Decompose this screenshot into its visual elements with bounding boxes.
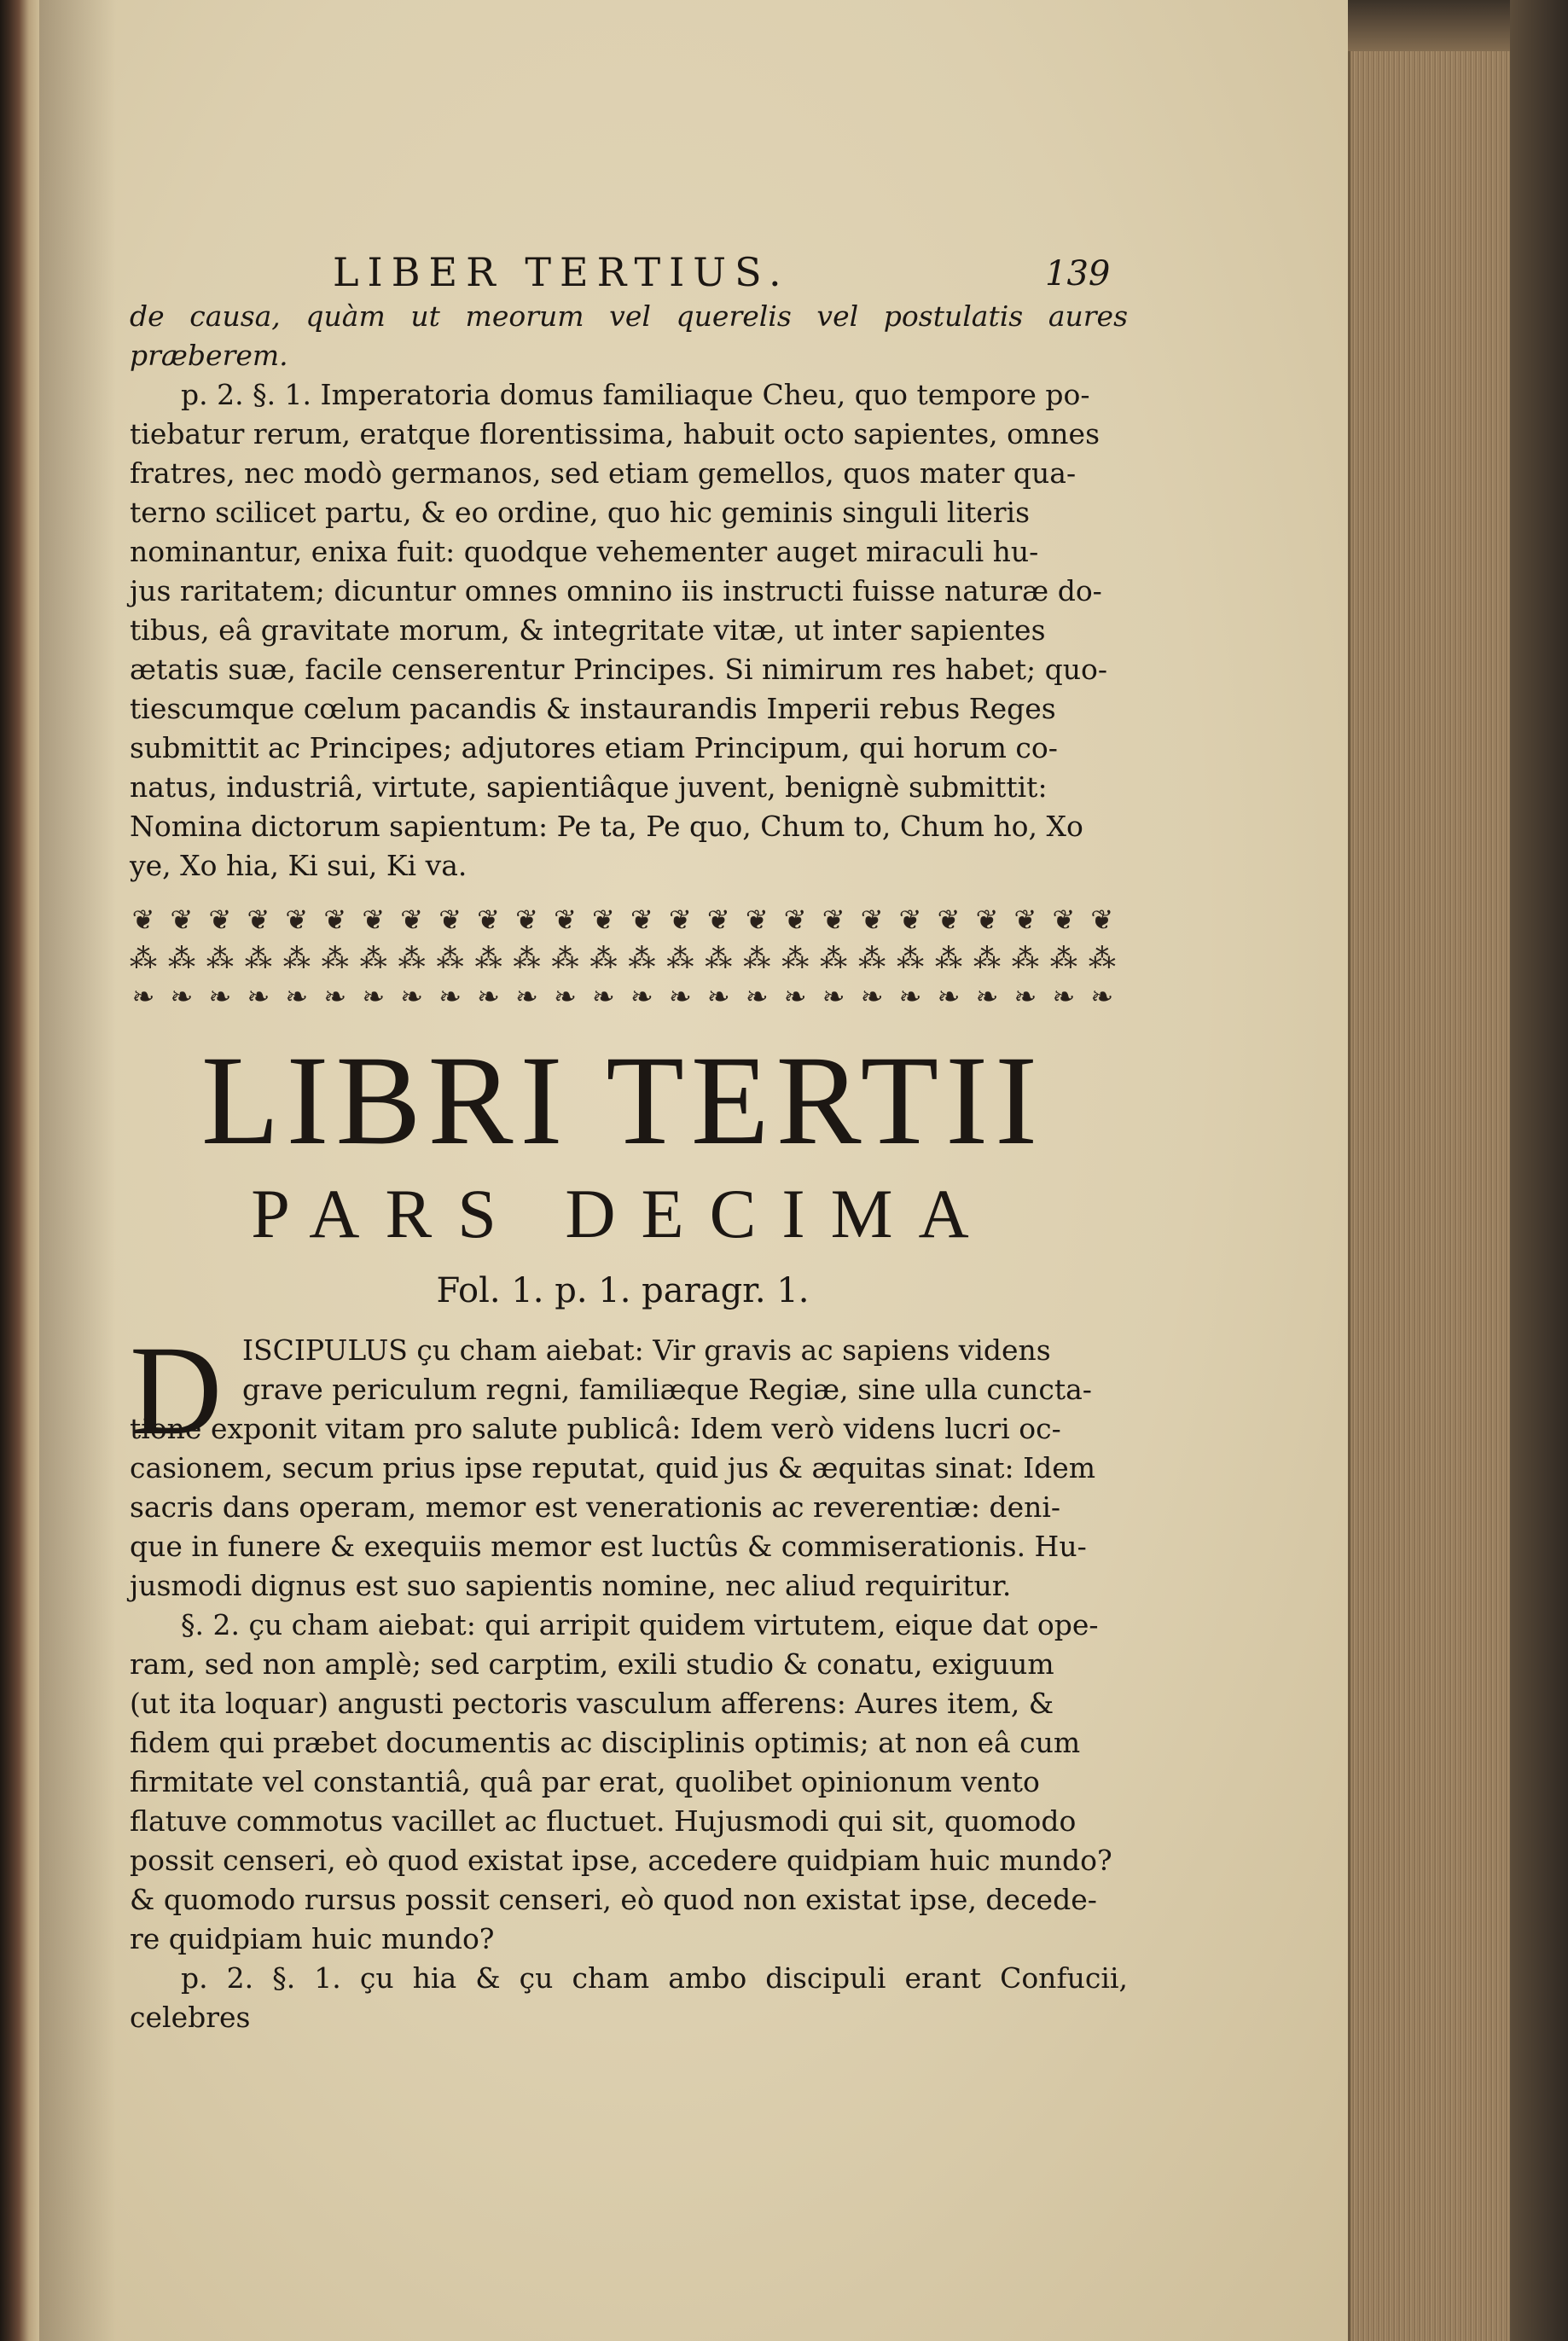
fleuron-icon: ❧: [937, 979, 961, 1013]
fleuron-icon: ❧: [247, 979, 270, 1013]
fleuron-icon: ❦: [515, 903, 538, 936]
text-line: fratres, nec modò germanos, sed etiam gemellos, quos mater qua-: [130, 456, 1077, 490]
section-title-sub: PARS DECIMA: [251, 1175, 995, 1252]
fleuron-icon: ❧: [438, 979, 462, 1013]
book-cover-board: [1510, 0, 1568, 2341]
fleuron-icon: ❦: [822, 903, 845, 936]
fleuron-icon: ❧: [706, 979, 730, 1013]
fleuron-icon: ❧: [323, 979, 347, 1013]
fleuron-icon: ❧: [477, 979, 500, 1013]
fleuron-icon: ⁂: [743, 941, 771, 974]
fleuron-icon: ❦: [131, 903, 155, 936]
fleuron-icon: ❦: [706, 903, 730, 936]
fleuron-icon: ❦: [477, 903, 500, 936]
fleuron-icon: ❧: [860, 979, 884, 1013]
fleuron-icon: ❧: [745, 979, 769, 1013]
fleuron-ornament-band: [128, 900, 1118, 1015]
fleuron-icon: ❧: [630, 979, 653, 1013]
text-block-upper: [130, 297, 1128, 886]
text-line: firmitate vel constantiâ, quâ par erat, quolibet opinionum vento: [130, 1765, 1040, 1798]
folio-reference: Fol. 1. p. 1. paragr. 1.: [436, 1271, 810, 1310]
text-line: submittit ac Principes; adjutores etiam Principum, qui horum co-: [130, 731, 1058, 764]
fleuron-icon: ❧: [170, 979, 194, 1013]
fleuron-icon: ⁂: [244, 941, 272, 974]
fleuron-icon: ❧: [131, 979, 155, 1013]
fleuron-icon: ❦: [668, 903, 692, 936]
text-line: re quidpiam huic mundo?: [130, 1922, 495, 1955]
fleuron-icon: ⁂: [858, 941, 886, 974]
fleuron-icon: ⁂: [1088, 941, 1116, 974]
fleuron-icon: ⁂: [1049, 941, 1077, 974]
text-line: grave periculum regni, familiæque Regiæ, sine ulla cuncta-: [242, 1373, 1092, 1406]
fleuron-icon: ⁂: [282, 941, 311, 974]
fleuron-icon: ⁂: [551, 941, 579, 974]
text-line: casionem, secum prius ipse reputat, quid jus & æquitas sinat: Idem: [130, 1451, 1096, 1484]
fleuron-icon: ❦: [323, 903, 347, 936]
fleuron-icon: ⁂: [820, 941, 848, 974]
left-page-edge: [0, 0, 39, 2341]
fleuron-icon: ❦: [1052, 903, 1076, 936]
fleuron-icon: ⁂: [167, 941, 195, 974]
text-line: jusmodi dignus est suo sapientis nomine, nec aliud requiritur.: [130, 1569, 1012, 1602]
text-line: nominantur, enixa fuit: quodque vehementer auget miraculi hu-: [130, 535, 1039, 568]
fleuron-icon: ❦: [937, 903, 961, 936]
text-line: tiebatur rerum, eratque florentissima, habuit octo sapientes, omnes: [130, 417, 1101, 450]
fleuron-icon: ❦: [362, 903, 386, 936]
fleuron-icon: ❧: [1013, 979, 1037, 1013]
fleuron-icon: ❦: [630, 903, 653, 936]
fleuron-icon: ❦: [860, 903, 884, 936]
fleuron-icon: ❦: [783, 903, 807, 936]
page-number: 139: [1045, 254, 1111, 293]
page-stack-edge: [1348, 51, 1521, 2341]
fleuron-icon: ❧: [400, 979, 424, 1013]
ornament-row: [128, 977, 1118, 1015]
text-line: fidem qui præbet documentis ac disciplinis optimis; at non eâ cum: [130, 1726, 1081, 1759]
fleuron-icon: ⁂: [359, 941, 387, 974]
running-title: LIBER TERTIUS.: [333, 249, 790, 295]
fleuron-icon: ❧: [898, 979, 922, 1013]
text-line: ætatis suæ, facile censerentur Principes. Si nimirum res habet; quo-: [130, 653, 1108, 686]
fleuron-icon: ❧: [1052, 979, 1076, 1013]
text-line: flatuve commotus vacillet ac fluctuet. Hujusmodi qui sit, quomodo: [130, 1804, 1077, 1838]
fleuron-icon: ❦: [592, 903, 615, 936]
fleuron-icon: ❧: [554, 979, 577, 1013]
fleuron-icon: ❧: [1090, 979, 1114, 1013]
fleuron-icon: ❧: [362, 979, 386, 1013]
text-line: ram, sed non amplè; sed carptim, exili studio & conatu, exiguum: [130, 1647, 1054, 1681]
text-line: terno scilicet partu, & eo ordine, quo hic geminis singuli literis: [130, 496, 1031, 529]
text-line: p. 2. §. 1. çu hia & çu cham ambo discipuli erant Confucii, celebres: [130, 1961, 1128, 2034]
fleuron-icon: ⁂: [705, 941, 733, 974]
fleuron-icon: ⁂: [666, 941, 694, 974]
fleuron-icon: ⁂: [628, 941, 656, 974]
fleuron-icon: ❦: [554, 903, 577, 936]
text-line: tione exponit vitam pro salute publicâ: Idem verò videns lucri oc-: [130, 1412, 1061, 1445]
text-line: jus raritatem; dicuntur omnes omnino iis instructi fuisse naturæ do-: [130, 574, 1102, 607]
text-line: que in funere & exequiis memor est luctûs & commiserationis. Hu-: [130, 1530, 1087, 1563]
ornament-row: [128, 938, 1118, 977]
text-line: tibus, eâ gravitate morum, & integritate vitæ, ut inter sapientes: [130, 613, 1046, 647]
fleuron-icon: ❦: [745, 903, 769, 936]
fleuron-icon: ❦: [1013, 903, 1037, 936]
gutter-shadow: [39, 0, 116, 2341]
fleuron-icon: ❧: [592, 979, 615, 1013]
text-line: (ut ita loquar) angusti pectoris vasculum afferens: Aures item, &: [130, 1687, 1054, 1720]
fleuron-icon: ❦: [208, 903, 232, 936]
fleuron-icon: ❦: [438, 903, 462, 936]
section-title-main: LIBRI TERTII: [200, 1030, 1045, 1171]
fleuron-icon: ❧: [668, 979, 692, 1013]
text-line: Nomina dictorum sapientum: Pe ta, Pe quo, Chum to, Chum ho, Xo: [130, 810, 1083, 843]
fleuron-icon: ❦: [975, 903, 999, 936]
text-line: natus, industriâ, virtute, sapientiâque juvent, benignè submittit:: [130, 770, 1048, 804]
drop-cap: D: [130, 1320, 223, 1461]
fleuron-icon: ⁂: [897, 941, 925, 974]
fleuron-icon: ⁂: [436, 941, 464, 974]
fleuron-icon: ❦: [1090, 903, 1114, 936]
ornament-row: [128, 900, 1118, 938]
fleuron-icon: ❧: [975, 979, 999, 1013]
fleuron-icon: ❦: [170, 903, 194, 936]
fleuron-icon: ⁂: [935, 941, 963, 974]
text-line: sacris dans operam, memor est venerationis ac reverentiæ: deni-: [130, 1490, 1061, 1524]
fleuron-icon: ❦: [898, 903, 922, 936]
text-line: ISCIPULUS çu cham aiebat: Vir gravis ac sapiens videns: [242, 1333, 1051, 1367]
fleuron-icon: ⁂: [130, 941, 157, 974]
fleuron-icon: ❧: [208, 979, 232, 1013]
fleuron-icon: ⁂: [206, 941, 234, 974]
fleuron-icon: ⁂: [1011, 941, 1039, 974]
text-line: de causa, quàm ut meorum vel querelis vel postulatis aures præberem.: [130, 299, 1128, 372]
fleuron-icon: ❦: [247, 903, 270, 936]
fleuron-icon: ❦: [400, 903, 424, 936]
fleuron-icon: ⁂: [474, 941, 502, 974]
fleuron-icon: ❦: [285, 903, 309, 936]
text-line: ye, Xo hia, Ki sui, Ki va.: [130, 849, 467, 882]
text-line: §. 2. çu cham aiebat: qui arripit quidem virtutem, eique dat ope-: [181, 1608, 1099, 1641]
fleuron-icon: ⁂: [321, 941, 349, 974]
fleuron-icon: ⁂: [589, 941, 618, 974]
text-block-lower: [130, 1320, 1128, 2037]
text-line: possit censeri, eò quod existat ipse, accedere quidpiam huic mundo?: [130, 1844, 1112, 1877]
fleuron-icon: ⁂: [398, 941, 426, 974]
fleuron-icon: ❧: [285, 979, 309, 1013]
text-line: & quomodo rursus possit censeri, eò quod non existat ipse, decede-: [130, 1883, 1097, 1916]
text-line: tiescumque cœlum pacandis & instaurandis Imperii rebus Reges: [130, 692, 1056, 725]
fleuron-icon: ❧: [822, 979, 845, 1013]
fleuron-icon: ❧: [783, 979, 807, 1013]
fleuron-icon: ⁂: [513, 941, 541, 974]
fleuron-icon: ⁂: [781, 941, 810, 974]
text-line: p. 2. §. 1. Imperatoria domus familiaque Cheu, quo tempore po-: [181, 378, 1090, 411]
fleuron-icon: ❧: [515, 979, 538, 1013]
fleuron-icon: ⁂: [973, 941, 1001, 974]
